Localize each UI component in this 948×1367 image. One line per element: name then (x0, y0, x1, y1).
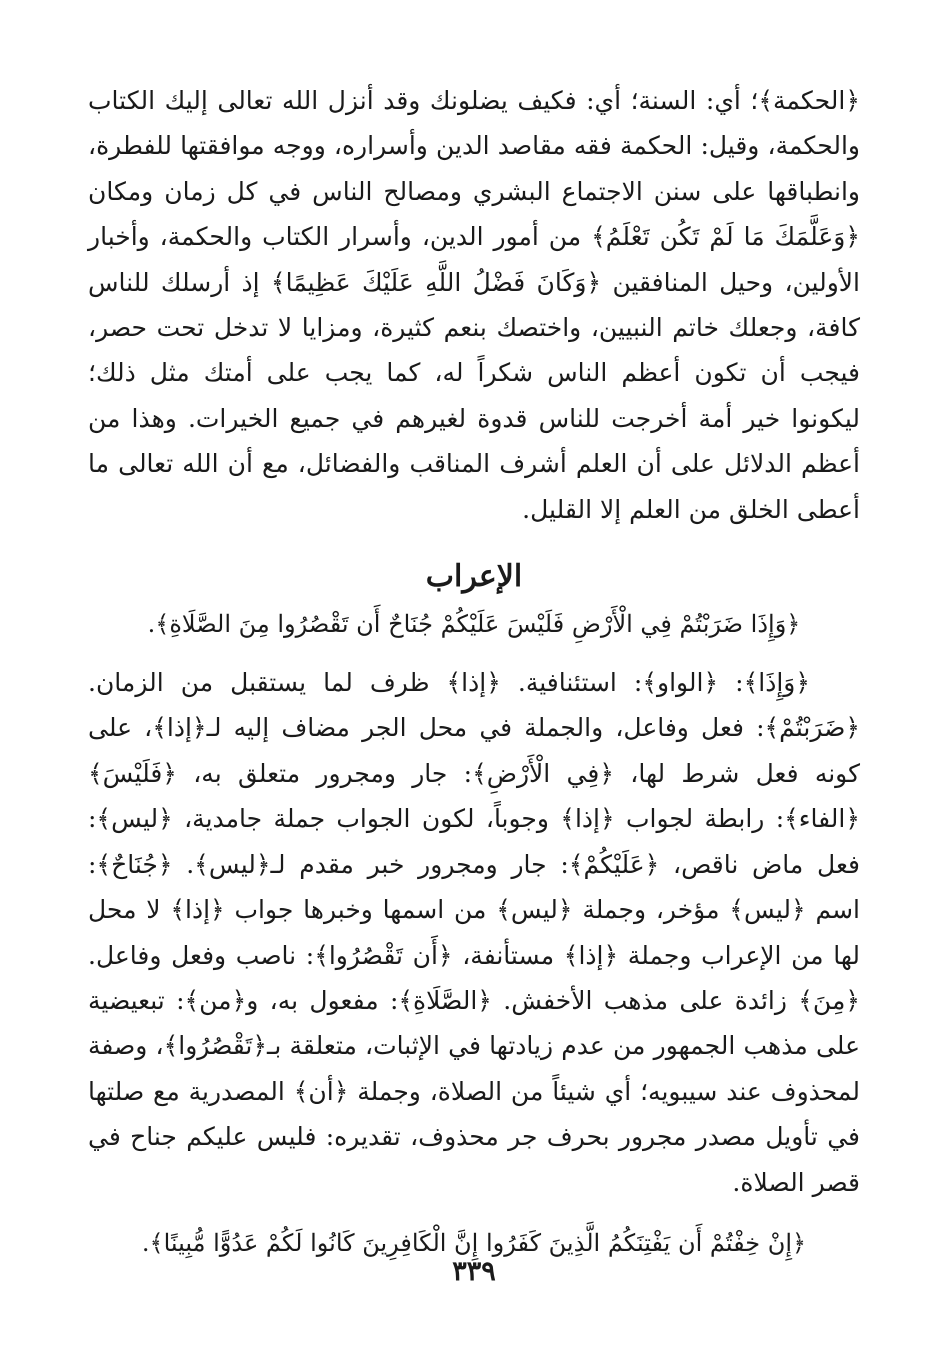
verse-quote: ﴿وَإِذَا ضَرَبْتُمْ فِي الْأَرْضِ فَلَيْسَ عَلَيْكُمْ جُنَاحٌ أَن تَقْصُرُوا مِنَ الصَّلَاةِ﴾. (147, 610, 801, 639)
section-title: الإعراب (425, 559, 523, 595)
grammar-analysis-paragraph: ﴿وَإِذَا﴾: ﴿الواو﴾: استئنافية. ﴿إذا﴾ ظرف لما يستقبل من الزمان. ﴿ضَرَبْتُمْ﴾: فعل وفاعل، والجملة في محل الجر مضاف إليه لـ﴿إذا﴾، على كونه فعل شرط لها، ﴿فِي الْأَرْضِ﴾: جار ومجرور متعلق به، ﴿فَلَيْسَ﴾ ﴿الفاء﴾: رابطة لجواب ﴿إذا﴾ وجوباً، لكون الجواب جملة جامدية، ﴿ليس﴾: فعل ماض ناقص، ﴿عَلَيْكُمْ﴾: جار ومجرور خبر مقدم لـ﴿ليس﴾. ﴿جُنَاحٌ﴾: اسم ﴿ليس﴾ مؤخر، وجملة ﴿ليس﴾ من اسمها وخبرها جواب ﴿إذا﴾ لا محل لها من الإعراب وجملة ﴿إذا﴾ مستأنفة، ﴿أَن تَقْصُرُوا﴾: ناصب وفعل وفاعل. ﴿مِنَ﴾ زائدة على مذهب الأخفش. ﴿الصَّلَاةِ﴾: مفعول به، و﴿من﴾: تبعيضية على مذهب الجمهور من عدم زيادتها في الإثبات، متعلقة بـ﴿تَقْصُرُوا﴾، وصفة لمحذوف عند سيبويه؛ أي شيئاً من الصلاة، وجملة ﴿أن﴾ المصدرية مع صلتها في تأويل مصدر مجرور بحرف جر محذوف، تقديره: فليس عليكم جناح في قصر الصلاة. (88, 668, 860, 1197)
verse-quote-next: ﴿إِنْ خِفْتُمْ أَن يَفْتِنَكُمُ الَّذِينَ كَفَرُوا إِنَّ الْكَافِرِينَ كَانُوا لَكُمْ عَدُوًّا مُّبِينًا﴾. (141, 1228, 807, 1257)
page-body (88, 78, 860, 1265)
intro-paragraph: ﴿الحكمة﴾؛ أي: السنة؛ أي: فكيف يضلونك وقد أنزل الله تعالى إليك الكتاب والحكمة، وقيل: الحكمة فقه مقاصد الدين وأسراره، ووجه موافقتها للفطرة، وانطباقها على سنن الاجتماع البشري ومصالح الناس في كل زمان ومكان ﴿وَعَلَّمَكَ مَا لَمْ تَكُن تَعْلَمُ﴾ من أمور الدين، وأسرار الكتاب والحكمة، وأخبار الأولين، وحيل المنافقين ﴿وَكَانَ فَضْلُ اللَّهِ عَلَيْكَ عَظِيمًا﴾ إذ أرسلك للناس كافة، وجعلك خاتم النبيين، واختصك بنعم كثيرة، ومزايا لا تدخل تحت حصر، فيجب أن تكون أعظم الناس شكراً له، كما يجب على أمتك مثل ذلك؛ ليكونوا خير أمة أخرجت للناس قدوة لغيرهم في جميع الخيرات. وهذا من أعظم الدلائل على أن العلم أشرف المناقب والفضائل، مع أن الله تعالى ما أعطى الخلق من العلم إلا القليل. (88, 86, 860, 524)
page-number: ٣٣٩ (452, 1256, 496, 1287)
